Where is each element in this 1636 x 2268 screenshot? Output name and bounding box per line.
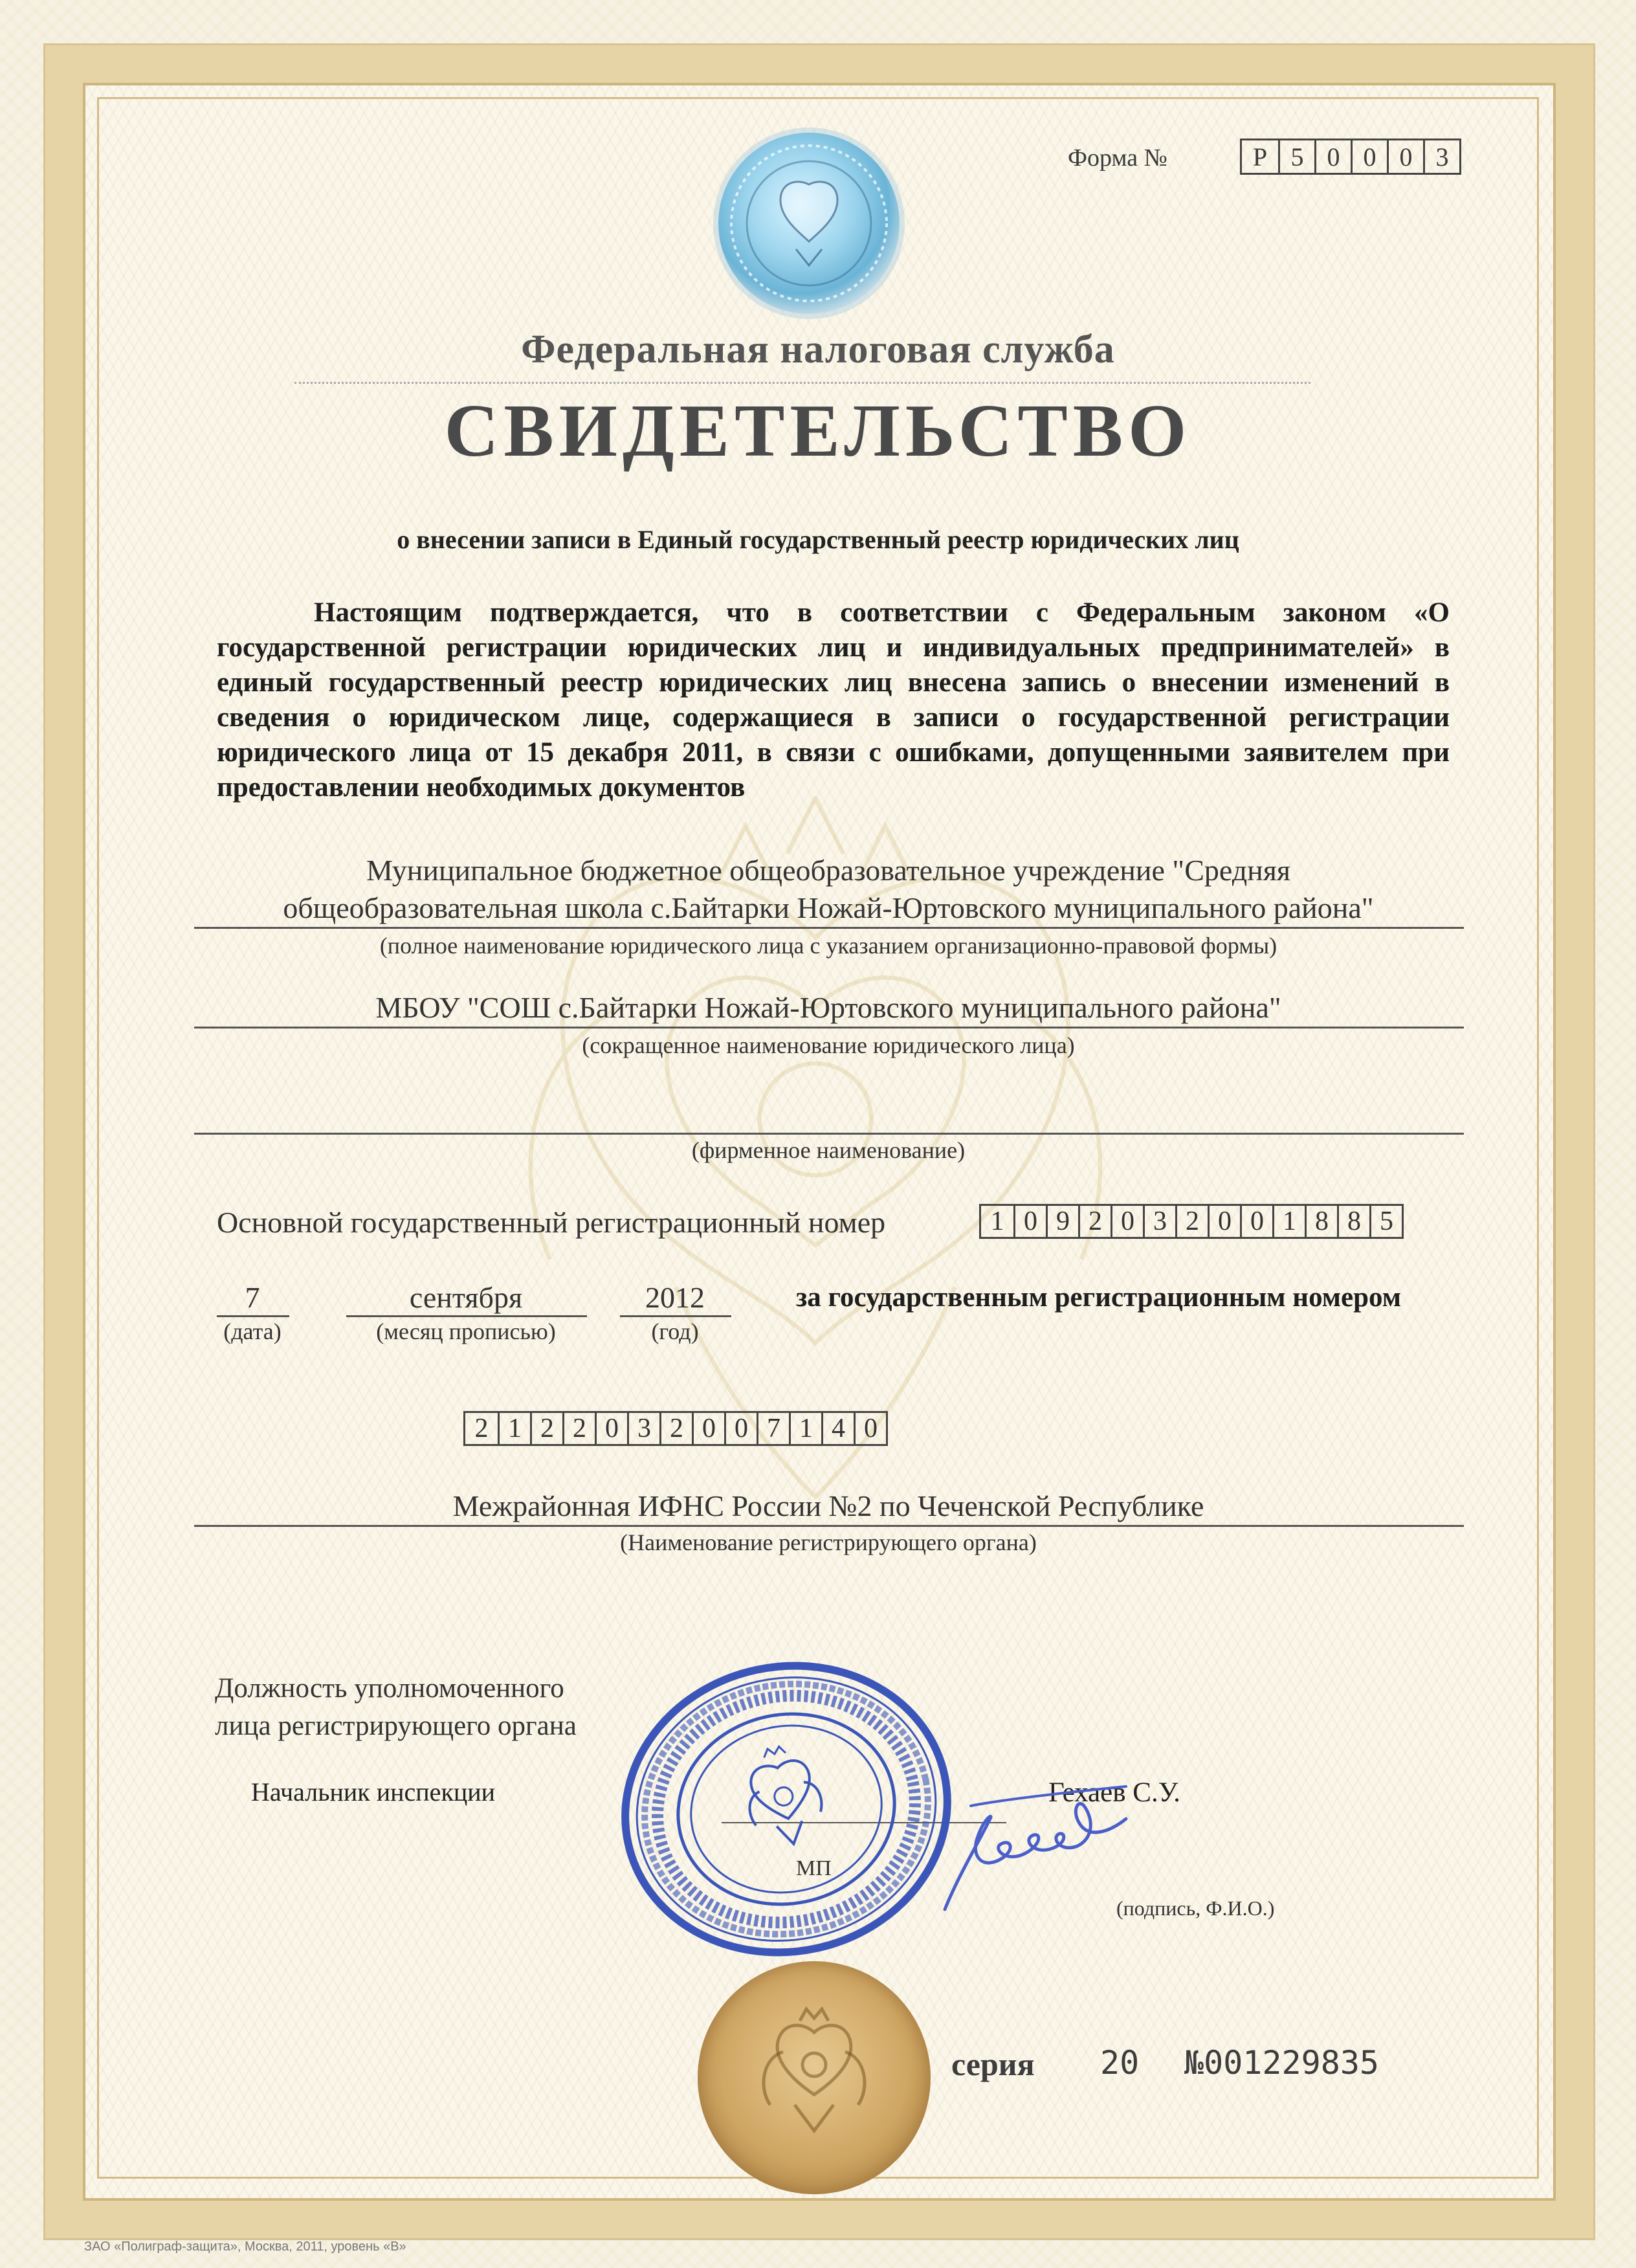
- reg-digit: 0: [595, 1413, 627, 1444]
- official-name: Гехаев С.У.: [1048, 1777, 1180, 1808]
- ogrn-label: Основной государственный регистрационный номер: [217, 1206, 886, 1239]
- full-name-underline: [194, 927, 1464, 929]
- gold-eagle-icon: [698, 1961, 931, 2194]
- official-stamp-icon: [615, 1657, 958, 1961]
- reg-number-boxes: [463, 1411, 888, 1446]
- reg-number-intro: за государственным регистрационным номером: [796, 1282, 1402, 1313]
- ogrn-digit: 5: [1369, 1206, 1402, 1237]
- authority-caption: (Наименование регистрирующего органа): [620, 1529, 1037, 1555]
- ogrn-digit: 0: [1111, 1206, 1143, 1237]
- authority-underline: [194, 1525, 1464, 1527]
- ogrn-digit: 1: [990, 1206, 1004, 1236]
- issuing-service: Федеральная налоговая служба: [521, 328, 1115, 372]
- full-name-caption: (полное наименование юридического лица с указанием организационно-правовой формы): [379, 933, 1277, 959]
- official-position: Начальник инспекции: [251, 1777, 496, 1807]
- certification-text: Настоящим подтверждается, что в соответствии с Федеральным законом «О государственной регистрации юридических лиц и индивидуальных предпринимателей» в единый государственный реестр юридических лиц внесена запись о внесении изменений в сведения о юридическом лице, содержащиеся в записи о государственной регистрации юридического лица от 15 декабря 2011, в связи с ошибками, допущенными заявителем при предоставлении необходимых документов: [217, 597, 1450, 803]
- ogrn-digit: 2: [1078, 1206, 1111, 1237]
- document-title: СВИДЕТЕЛЬСТВО: [444, 390, 1192, 472]
- ogrn-digit: 0: [1240, 1206, 1272, 1237]
- date-year-caption: (год): [651, 1318, 699, 1344]
- ogrn-digit: 0: [1013, 1206, 1046, 1237]
- service-divider: [294, 382, 1310, 384]
- date-day: 7: [245, 1281, 260, 1314]
- ogrn-digit: 2: [1175, 1206, 1208, 1237]
- date-month-underline: [346, 1315, 587, 1317]
- series-label: серия: [951, 2046, 1035, 2082]
- short-name-underline: [194, 1027, 1464, 1028]
- reg-digit: 0: [692, 1413, 724, 1444]
- series-value: 20: [1100, 2044, 1140, 2082]
- hologram-eagle-icon: [718, 133, 900, 314]
- hologram-seal: [718, 133, 900, 314]
- printer-imprint: ЗАО «Полиграф-защита», Москва, 2011, уровень «В»: [84, 2240, 406, 2254]
- ogrn-digit: 9: [1046, 1206, 1078, 1237]
- date-year-underline: [620, 1315, 731, 1317]
- registering-authority: Межрайонная ИФНС России №2 по Чеченской Республике: [452, 1489, 1204, 1522]
- official-label-line2: лица регистрирующего органа: [215, 1711, 577, 1741]
- reg-digit: 2: [659, 1413, 692, 1444]
- ogrn-digit: 0: [1208, 1206, 1240, 1237]
- reg-digit: 2: [474, 1414, 489, 1443]
- form-code-char: 0: [1351, 140, 1387, 173]
- date-day-underline: [217, 1315, 289, 1317]
- form-code-char: 0: [1314, 140, 1351, 173]
- reg-digit: 2: [530, 1413, 562, 1444]
- date-day-caption: (дата): [223, 1318, 282, 1344]
- form-code-char: 0: [1387, 140, 1423, 173]
- stamp-place-label: МП: [796, 1856, 832, 1880]
- date-month-caption: (месяц прописью): [376, 1318, 556, 1344]
- short-name: МБОУ "СОШ с.Байтарки Ножай-Юртовского муниципального района": [375, 991, 1281, 1024]
- full-name-line2: общеобразовательная школа с.Байтарки Ножай-Юртовского муниципального района": [283, 891, 1374, 924]
- form-code-char: 3: [1423, 140, 1459, 173]
- reg-digit: 2: [562, 1413, 595, 1444]
- firm-name-caption: (фирменное наименование): [691, 1137, 966, 1163]
- handwritten-signature-icon: [932, 1780, 1152, 1929]
- official-label-line1: Должность уполномоченного: [215, 1673, 564, 1704]
- official-label: [215, 1670, 577, 1745]
- reg-digit: 0: [724, 1413, 757, 1444]
- document-subtitle: о внесении записи в Единый государственный реестр юридических лиц: [397, 525, 1239, 554]
- ogrn-digit: 8: [1305, 1206, 1337, 1237]
- ogrn-digit: 8: [1337, 1206, 1369, 1237]
- reg-digit: 7: [757, 1413, 789, 1444]
- form-code-char: 5: [1278, 140, 1314, 173]
- reg-digit: 1: [498, 1413, 530, 1444]
- reg-digit: 1: [789, 1413, 821, 1444]
- date-month: сентября: [409, 1281, 523, 1314]
- short-name-caption: (сокращенное наименование юридического лица): [582, 1032, 1075, 1058]
- reg-digit: 0: [854, 1413, 886, 1444]
- reg-digit: 3: [627, 1413, 659, 1444]
- date-year: 2012: [645, 1281, 705, 1314]
- form-code-char: Р: [1252, 142, 1268, 172]
- form-label: Форма №: [1068, 144, 1167, 172]
- form-code-boxes: [1240, 139, 1461, 175]
- ogrn-boxes: [979, 1204, 1404, 1239]
- reg-digit: 4: [821, 1413, 854, 1444]
- gold-seal: [698, 1961, 931, 2194]
- serial-number: №001229835: [1184, 2044, 1380, 2082]
- full-name-line1: Муниципальное бюджетное общеобразовательное учреждение "Средняя: [366, 854, 1291, 887]
- ogrn-digit: 1: [1272, 1206, 1305, 1237]
- firm-name-underline: [194, 1133, 1464, 1135]
- ogrn-digit: 3: [1143, 1206, 1175, 1237]
- signature-caption: (подпись, Ф.И.О.): [1116, 1896, 1275, 1920]
